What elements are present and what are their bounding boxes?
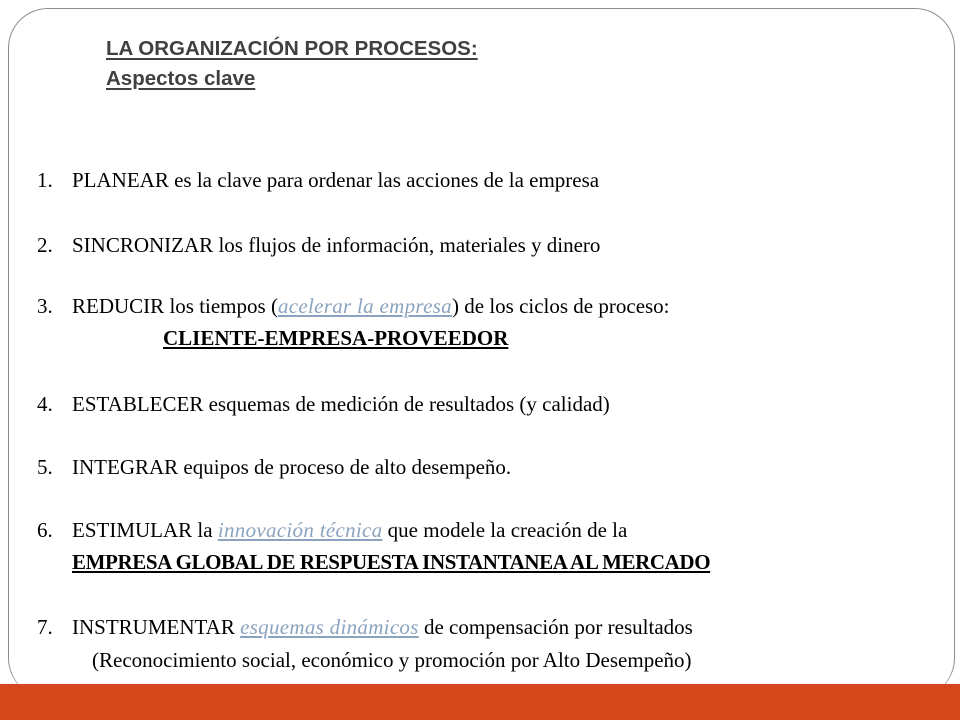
item-keyword: ESTIMULAR [72,518,193,542]
title-line-1: LA ORGANIZACIÓN POR PROCESOS: [106,37,478,60]
item-keyword: SINCRONIZAR [72,233,214,257]
bottom-accent-bar [0,684,960,720]
link-innovacion-tecnica[interactable]: innovación técnica [217,518,383,542]
list-item-5: 5. INTEGRAR equipos de proceso de alto desempeño. [37,455,512,479]
list-item-2: 2. SINCRONIZAR los flujos de información, materiales y dinero [37,233,601,257]
list-item-7: 7. INSTRUMENTAR esquemas dinámicos de compensación por resultados [37,615,693,639]
item-keyword: INTEGRAR [72,455,179,479]
list-item-6: 6. ESTIMULAR la innovación técnica que modele la creación de la [37,518,628,542]
link-acelerar-la-empresa[interactable]: acelerar la empresa [277,294,452,318]
item-keyword: INSTRUMENTAR [72,615,235,639]
link-esquemas-dinamicos[interactable]: esquemas dinámicos [240,615,419,639]
item-keyword: PLANEAR [72,168,169,192]
title-line-2: Aspectos clave [106,67,256,90]
list-item-6-subline: EMPRESA GLOBAL DE RESPUESTA INSTANTANEA AL MERCADO [72,550,711,574]
item-keyword: ESTABLECER [72,392,204,416]
slide-title [106,34,478,94]
list-item-3-subline: CLIENTE-EMPRESA-PROVEEDOR [163,326,509,350]
list-item-7-subline: (Reconocimiento social, económico y promoción por Alto Desempeño) [92,648,692,672]
item-keyword: REDUCIR [72,294,165,318]
list-item-1: 1. PLANEAR es la clave para ordenar las acciones de la empresa [37,168,600,192]
list-item-3: 3. REDUCIR los tiempos (acelerar la empresa) de los ciclos de proceso: [37,294,670,318]
slide-frame [8,8,955,698]
list-item-4: 4. ESTABLECER esquemas de medición de resultados (y calidad) [37,392,610,416]
